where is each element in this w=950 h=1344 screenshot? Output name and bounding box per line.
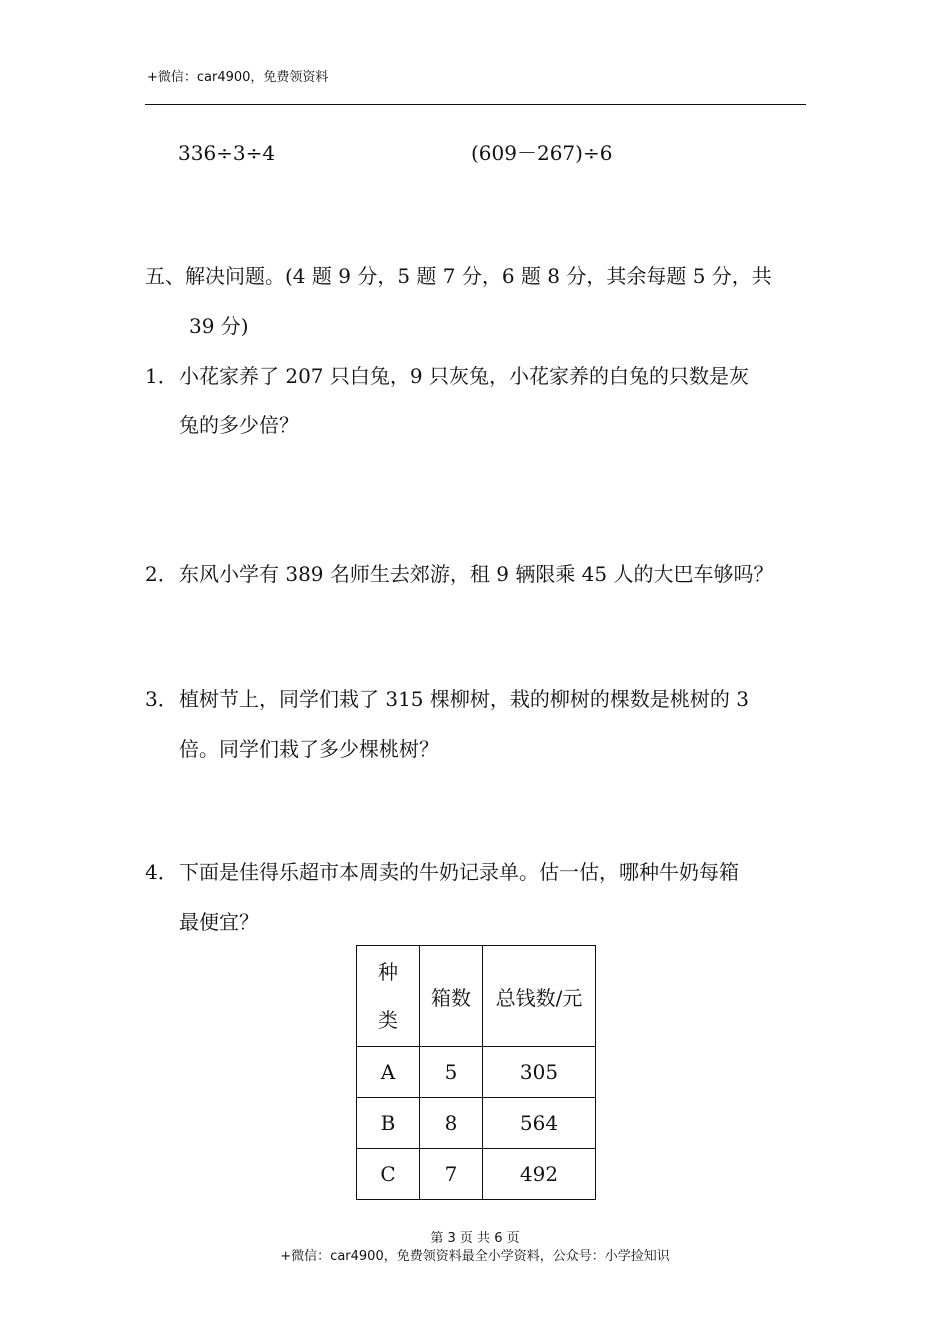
question-number: 3．: [145, 687, 178, 711]
question-text: 东风小学有 389 名师生去郊游，租 9 辆限乘 45 人的大巴车够吗？: [179, 562, 774, 586]
header-kind: [357, 946, 420, 1047]
section-title-cont: 39 分): [189, 314, 249, 338]
header-kind-top: 种: [378, 960, 398, 984]
table-row: [357, 1149, 596, 1200]
question-number: 2．: [145, 562, 178, 586]
question-text-cont: 倍。同学们栽了多少棵桃树？: [179, 737, 439, 761]
header-divider: [145, 104, 806, 105]
question-number: 4．: [145, 860, 178, 884]
table-row: [357, 1098, 596, 1149]
table-row: [357, 1047, 596, 1098]
cell-kind: A: [357, 1047, 420, 1098]
cell-boxes: 5: [420, 1047, 483, 1098]
header-kind-bottom: 类: [378, 1008, 398, 1032]
question-text-cont: 兔的多少倍？: [179, 413, 299, 437]
section-title: 五、解决问题。(4 题 9 分，5 题 7 分，6 题 8 分，其余每题 5 分，共: [145, 264, 772, 288]
header-note: +微信：car4900，免费领资料: [147, 70, 329, 85]
table-header-row: [357, 946, 596, 1047]
footer-note: +微信：car4900，免费领资料最全小学资料，公众号：小学捡知识: [280, 1249, 670, 1264]
cell-boxes: 8: [420, 1098, 483, 1149]
question-text-cont: 最便宜？: [179, 910, 259, 934]
header-total: 总钱数/元: [483, 946, 596, 1047]
cell-total: 564: [483, 1098, 596, 1149]
question-text: 植树节上，同学们栽了 315 棵柳树，栽的柳树的棵数是桃树的 3: [179, 687, 749, 711]
cell-kind: C: [357, 1149, 420, 1200]
header-boxes: 箱数: [420, 946, 483, 1047]
question-text: 下面是佳得乐超市本周卖的牛奶记录单。估一估，哪种牛奶每箱: [179, 860, 739, 884]
expression-right: (609－267)÷6: [471, 141, 613, 165]
cell-total: 305: [483, 1047, 596, 1098]
question-text: 小花家养了 207 只白兔，9 只灰兔，小花家养的白兔的只数是灰: [179, 364, 749, 388]
cell-total: 492: [483, 1149, 596, 1200]
question-number: 1．: [145, 364, 178, 388]
cell-kind: B: [357, 1098, 420, 1149]
page-number: 第 3 页 共 6 页: [430, 1231, 520, 1246]
expression-left: 336÷3÷4: [178, 141, 276, 165]
milk-sales-table: [356, 945, 596, 1200]
cell-boxes: 7: [420, 1149, 483, 1200]
